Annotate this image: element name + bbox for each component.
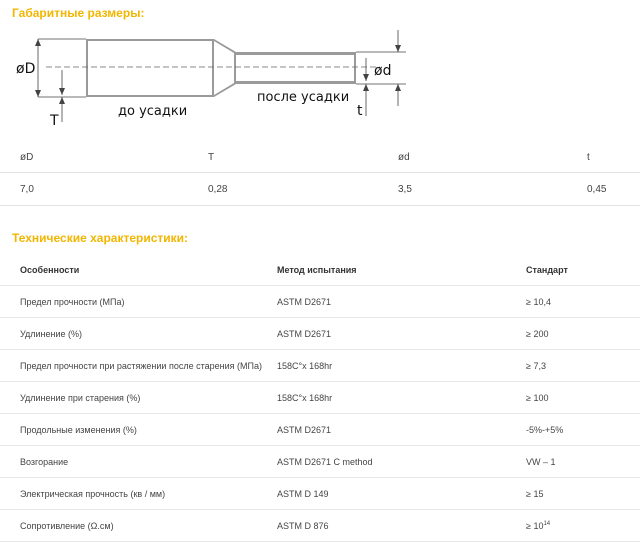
dimensions-diagram <box>0 24 640 140</box>
spec-feature: Удлинение (%) <box>0 318 277 350</box>
specs-header-standard: Стандарт <box>526 254 640 286</box>
dim-value-t-thin: 0,45 <box>587 184 607 195</box>
t-thin-arrow-bottom <box>363 84 369 91</box>
table-row <box>0 446 640 478</box>
spec-method: ASTM D2671 <box>277 286 526 318</box>
table-row <box>0 350 640 382</box>
spec-feature: Продольные изменения (%) <box>0 414 277 446</box>
dim-header-t-thick: T <box>208 152 215 163</box>
spec-standard: -5%-+5% <box>526 414 640 446</box>
label-after-shrink: после усадки <box>257 90 350 105</box>
spec-method: 158С°х 168hr <box>277 382 526 414</box>
d-outer-arrow-top <box>35 39 41 46</box>
dim-value-d-outer: 7,0 <box>20 184 34 195</box>
table-row <box>0 414 640 446</box>
spec-method: ASTM D2671 <box>277 414 526 446</box>
spec-standard: ≥ 200 <box>526 318 640 350</box>
t-thick-arrow-bottom <box>59 97 65 104</box>
t-thin-arrow-top <box>363 74 369 81</box>
spec-feature: Сопротивление (Ω.cм) <box>0 510 277 542</box>
dim-header-d-inner: ød <box>398 152 410 163</box>
label-d-inner: ød <box>374 63 392 79</box>
spec-feature: Предел прочности (МПа) <box>0 286 277 318</box>
table-row <box>0 510 640 542</box>
t-thick-arrow-top <box>59 88 65 95</box>
d-inner-arrow-bottom <box>395 84 401 91</box>
spec-standard-cell <box>526 510 640 542</box>
table-row <box>0 478 640 510</box>
spec-standard: ≥ 100 <box>526 382 640 414</box>
dimensions-table <box>0 140 640 206</box>
spec-standard: VW – 1 <box>526 446 640 478</box>
tube-before-inner <box>88 41 212 95</box>
spec-method: ASTM D2671 <box>277 318 526 350</box>
specs-header-method: Метод испытания <box>277 254 526 286</box>
specs-title: Технические характеристики: <box>12 231 189 245</box>
label-before-shrink: до усадки <box>118 104 188 119</box>
table-row <box>0 286 640 318</box>
spec-method: ASTM D 876 <box>277 510 526 542</box>
tube-after-inner <box>236 55 354 81</box>
spec-method: 158С°х 168hr <box>277 350 526 382</box>
dimensions-title: Габаритные размеры: <box>12 6 145 20</box>
specs-header-feature: Особенности <box>0 254 277 286</box>
spec-method: ASTM D2671 C method <box>277 446 526 478</box>
d-outer-arrow-bottom <box>35 90 41 97</box>
spec-feature: Возгорание <box>0 446 277 478</box>
specs-header-row <box>0 254 640 286</box>
dim-divider <box>0 172 640 173</box>
spec-feature: Предел прочности при растяжении после старения (МПа) <box>0 350 277 382</box>
table-row <box>0 318 640 350</box>
spec-feature: Электрическая прочность (кв / мм) <box>0 478 277 510</box>
spec-standard: ≥ 10,4 <box>526 286 640 318</box>
spec-standard-exponent: 14 <box>543 520 551 527</box>
table-row <box>0 382 640 414</box>
spec-method: ASTM D 149 <box>277 478 526 510</box>
d-inner-arrow-top <box>395 45 401 52</box>
spec-standard: ≥ 7,3 <box>526 350 640 382</box>
dim-divider-bottom <box>0 205 640 206</box>
label-t-thick: T <box>50 113 59 129</box>
spec-standard: ≥ 10 <box>526 520 544 531</box>
dim-value-d-inner: 3,5 <box>398 184 412 195</box>
dim-header-t-thin: t <box>587 152 590 163</box>
specs-table <box>0 254 640 542</box>
label-d-outer: øD <box>16 61 36 77</box>
spec-feature: Удлинение при старения (%) <box>0 382 277 414</box>
dim-header-d-outer: øD <box>20 152 34 163</box>
dim-value-t-thick: 0,28 <box>208 184 228 195</box>
label-t-thin: t <box>357 103 363 119</box>
spec-standard: ≥ 15 <box>526 478 640 510</box>
